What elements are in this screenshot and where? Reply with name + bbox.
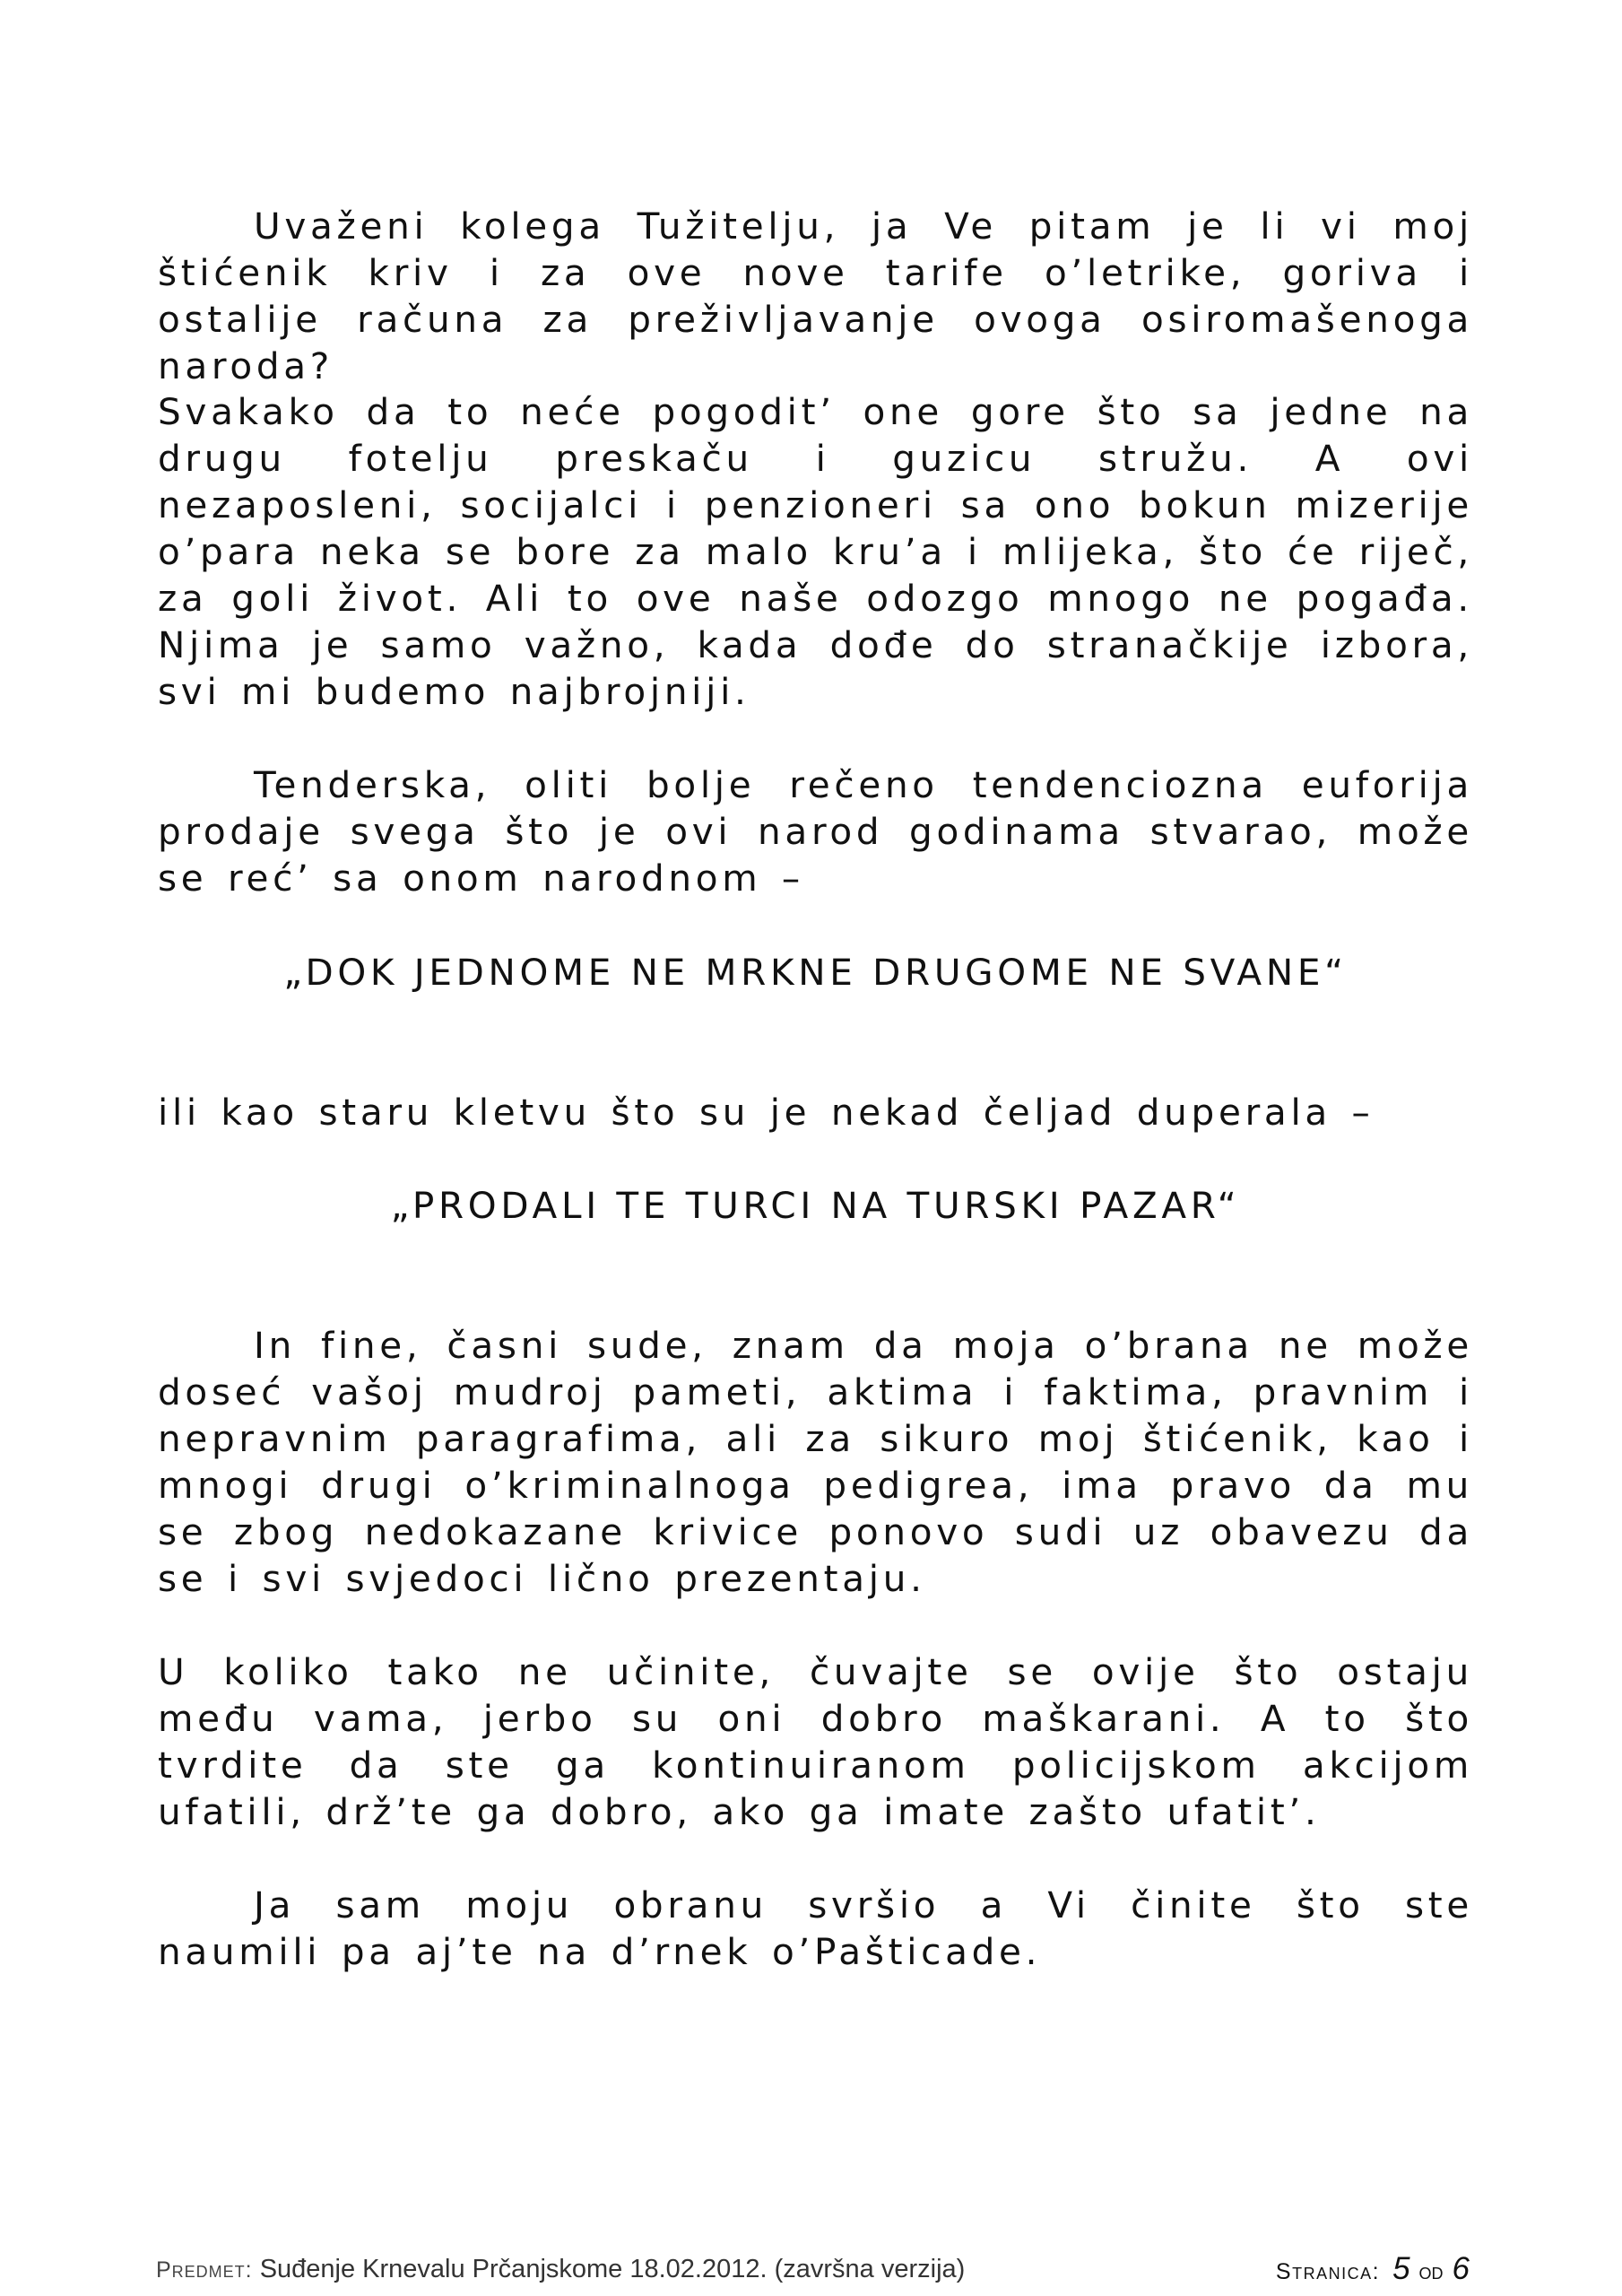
quote-2: „PRODALI TE TURCI NA TURSKI PAZAR“ <box>390 1184 1241 1227</box>
page-footer <box>156 2251 1470 2287</box>
page-label: Stranica: <box>1275 2259 1381 2284</box>
paragraph-6: U koliko tako ne učinite, čuvajte se ovije što ostaju među vama, jerbo su oni dobro maškarani. A to što tvrdite da ste ga kontinuiranom policijskom akcijom ufatili, drž’te ga dobro, ako ga imate zašto ufatit’. <box>158 1650 1473 1833</box>
paragraph-4: ili kao staru kletvu što su je nekad čeljad duperala – <box>158 1091 1375 1134</box>
footer-subject-text: Suđenje Krnevalu Prčanjskome 18.02.2012. (završna verzija) <box>259 2255 966 2283</box>
paragraph-1: Uvaženi kolega Tužitelju, ja Ve pitam je li vi moj štićenik kriv i za ove nove tarife o’letrike, goriva i ostalije računa za preživljavanje ovoga osiromašenoga naroda? <box>158 204 1473 387</box>
page-number <box>1276 2251 1470 2287</box>
quote-1: „DOK JEDNOME NE MRKNE DRUGOME NE SVANE“ <box>283 951 1348 994</box>
footer-subject-label: Predmet: <box>156 2257 253 2283</box>
paragraph-3: Tenderska, oliti bolje rečeno tendenciozna euforija prodaje svega što je ovi narod godinama stvarao, može se reć’ sa onom narodnom – <box>158 763 1473 900</box>
page-current: 5 <box>1392 2251 1410 2286</box>
page-total: 6 <box>1452 2251 1470 2286</box>
page-of-label: od <box>1418 2259 1444 2284</box>
footer-subject <box>156 2255 965 2284</box>
paragraph-5: In fine, časni sude, znam da moja o’brana ne može doseć vašoj mudroj pameti, aktima i faktima, pravnim i nepravnim paragrafima, ali za sikuro moj štićenik, kao i mnogi drugi o’kriminalnoga pedigrea, ima pravo da mu se zbog nedokazane krivice ponovo sudi uz obavezu da se i svi svjedoci lično prezentaju. <box>158 1324 1473 1600</box>
paragraph-7: Ja sam moju obranu svršio a Vi činite što ste naumili pa aj’te na d’rnek o’Pašticade. <box>158 1883 1473 1973</box>
paragraph-2: Svakako da to neće pogodit’ one gore što sa jedne na drugu fotelju preskaču i guzicu stružu. A ovi nezaposleni, socijalci i penzioneri sa ono bokun mizerije o’para neka se bore za malo kru’a i mlijeka, što će riječ, za goli život. Ali to ove naše odozgo mnogo ne pogađa. Njima je samo važno, kada dođe do stranačkije izbora, svi mi budemo najbrojniji. <box>158 390 1473 713</box>
